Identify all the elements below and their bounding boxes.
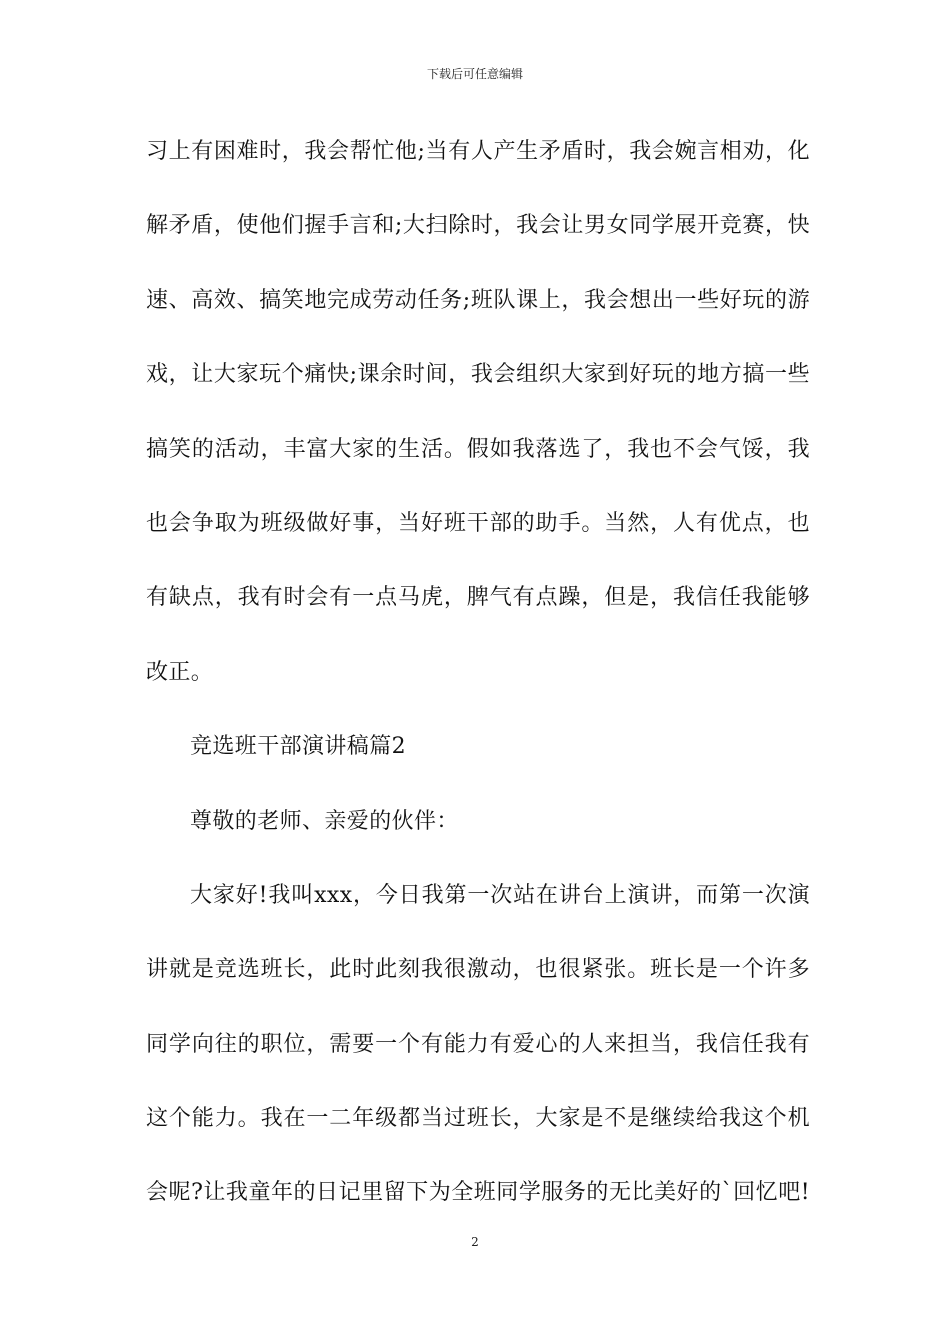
body-line: 改正。 — [146, 659, 214, 685]
body-line: 戏，让大家玩个痛快;课余时间，我会组织大家到好玩的地方搞一些 — [146, 362, 810, 388]
body-line: 解矛盾，使他们握手言和;大扫除时，我会让男女同学展开竞赛，快 — [146, 213, 810, 239]
body-line: 搞笑的活动，丰富大家的生活。假如我落选了，我也不会气馁，我 — [146, 436, 810, 462]
body-line: 有缺点，我有时会有一点马虎，脾气有点躁，但是，我信任我能够 — [146, 585, 810, 611]
salutation: 尊敬的老师、亲爱的伙伴： — [190, 808, 459, 834]
body-line: 这个能力。我在一二年级都当过班长，大家是不是继续给我这个机 — [146, 1106, 810, 1132]
body-line: 讲就是竞选班长，此时此刻我很激动，也很紧张。班长是一个许多 — [146, 957, 810, 983]
body-line: 会呢?让我童年的日记里留下为全班同学服务的无比美好的`回忆吧! — [146, 1180, 810, 1206]
body-line: 同学向往的职位，需要一个有能力有爱心的人来担当，我信任我有 — [146, 1031, 810, 1057]
body-line: 速、高效、搞笑地完成劳动任务;班队课上，我会想出一些好玩的游 — [146, 287, 810, 313]
page-number: 2 — [471, 1235, 479, 1249]
page-header: 下载后可任意编辑 — [426, 67, 523, 81]
body-line: 也会争取为班级做好事，当好班干部的助手。当然，人有优点，也 — [146, 510, 810, 536]
section-heading: 竞选班干部演讲稿篇2 — [190, 734, 406, 760]
body-line: 习上有困难时，我会帮忙他;当有人产生矛盾时，我会婉言相劝，化 — [146, 139, 810, 164]
body-line: 大家好!我叫xxx，今日我第一次站在讲台上演讲，而第一次演 — [190, 882, 810, 908]
document-body — [146, 126, 810, 1242]
